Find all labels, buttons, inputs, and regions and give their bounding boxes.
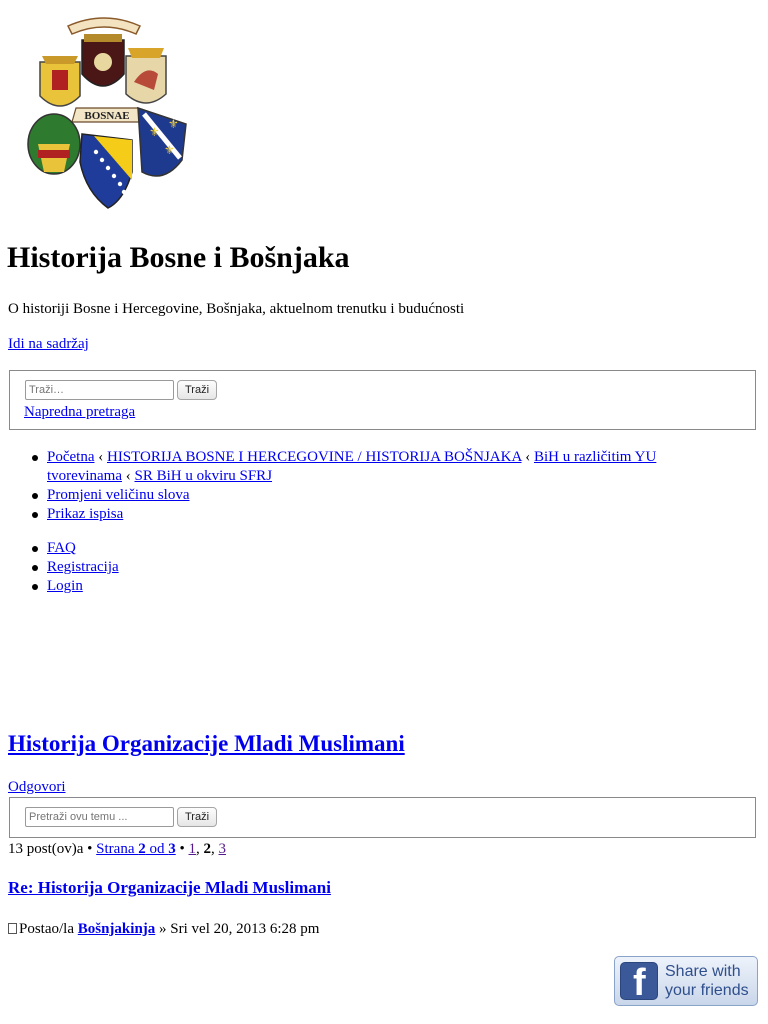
total-pages: 3	[168, 841, 176, 857]
list-item	[26, 577, 716, 596]
separator-bullet: •	[179, 841, 185, 857]
user-nav	[26, 539, 716, 596]
share-line-2: your friends	[665, 982, 749, 999]
share-text	[665, 962, 757, 1000]
list-item	[26, 486, 716, 505]
list-item	[26, 539, 716, 558]
page-current-2: 2	[203, 841, 212, 857]
breadcrumb-history[interactable]: HISTORIJA BOSNE I HERCEGOVINE / HISTORIJA BOŠNJAKA	[106, 449, 522, 465]
site-logo	[24, 12, 190, 212]
pagination: 13 post(ov)a • Strana 2 od 3 • 1, 2, 3	[8, 841, 227, 857]
breadcrumb-sfrj[interactable]: SR BiH u okviru SFRJ	[134, 468, 273, 484]
reply-link[interactable]: Odgovori	[8, 779, 66, 795]
share-line-1: Share with	[665, 963, 741, 980]
breadcrumb	[26, 448, 716, 486]
post-title	[8, 877, 331, 899]
breadcrumb-home[interactable]: Početna	[47, 449, 95, 465]
post-count: 13 post(ov)a	[8, 841, 84, 857]
topic-search-box	[9, 797, 756, 838]
svg-text:⚜: ⚜	[168, 117, 179, 131]
breadcrumb-separator: ‹	[98, 449, 104, 465]
svg-text:⚜: ⚜	[149, 125, 160, 139]
author-link[interactable]: Bošnjakinja	[77, 921, 156, 937]
posted-by-label: Postao/la	[19, 921, 74, 937]
register-link[interactable]: Registracija	[47, 559, 119, 575]
facebook-icon: f	[620, 962, 658, 1000]
separator-bullet: •	[87, 841, 93, 857]
topic-title-link[interactable]: Historija Organizacije Mladi Muslimani	[8, 731, 405, 756]
current-page: 2	[138, 841, 146, 857]
topic-search-button[interactable]: Traži	[177, 807, 217, 827]
of-text: od	[149, 841, 165, 857]
font-size-link[interactable]: Promjeni veličinu slova	[47, 487, 190, 503]
list-item	[26, 558, 716, 577]
login-link[interactable]: Login	[47, 578, 83, 594]
page-link-3[interactable]: 3	[218, 841, 227, 857]
advanced-search-link[interactable]: Napredna pretraga	[24, 404, 136, 420]
svg-text:⚜: ⚜	[164, 143, 175, 157]
page-link-1[interactable]: 1	[188, 841, 197, 857]
svg-text:BOSNAE: BOSNAE	[84, 110, 130, 122]
list-item	[26, 505, 716, 524]
breadcrumb-separator: ‹	[125, 468, 131, 484]
site-title: Historija Bosne i Bošnjaka	[7, 241, 350, 274]
breadcrumb-yu[interactable]: BiH u različitim YU tvorevinama	[47, 449, 657, 484]
post-author-line	[8, 919, 319, 939]
breadcrumb-separator: ‹	[525, 449, 531, 465]
topic-search-input[interactable]	[25, 807, 174, 827]
search-input[interactable]	[25, 380, 174, 400]
post-date: » Sri vel 20, 2013 6:28 pm	[159, 921, 320, 937]
page-indicator-link[interactable]	[96, 841, 176, 857]
faq-link[interactable]: FAQ	[47, 540, 76, 556]
post-icon	[8, 923, 17, 934]
search-button[interactable]: Traži	[177, 380, 217, 400]
page-text: Strana	[96, 841, 135, 857]
site-description: O historiji Bosne i Hercegovine, Bošnjaka, aktuelnom trenutku i budućnosti	[8, 301, 465, 317]
facebook-share-button[interactable]	[614, 956, 758, 1006]
post-title-link[interactable]: Re: Historija Organizacije Mladi Muslimani	[8, 878, 331, 897]
search-box	[9, 370, 756, 430]
skip-to-content-link[interactable]: Idi na sadržaj	[8, 336, 89, 352]
topic-title	[8, 729, 405, 759]
breadcrumb-nav	[26, 448, 716, 524]
print-view-link[interactable]: Prikaz ispisa	[47, 506, 124, 522]
